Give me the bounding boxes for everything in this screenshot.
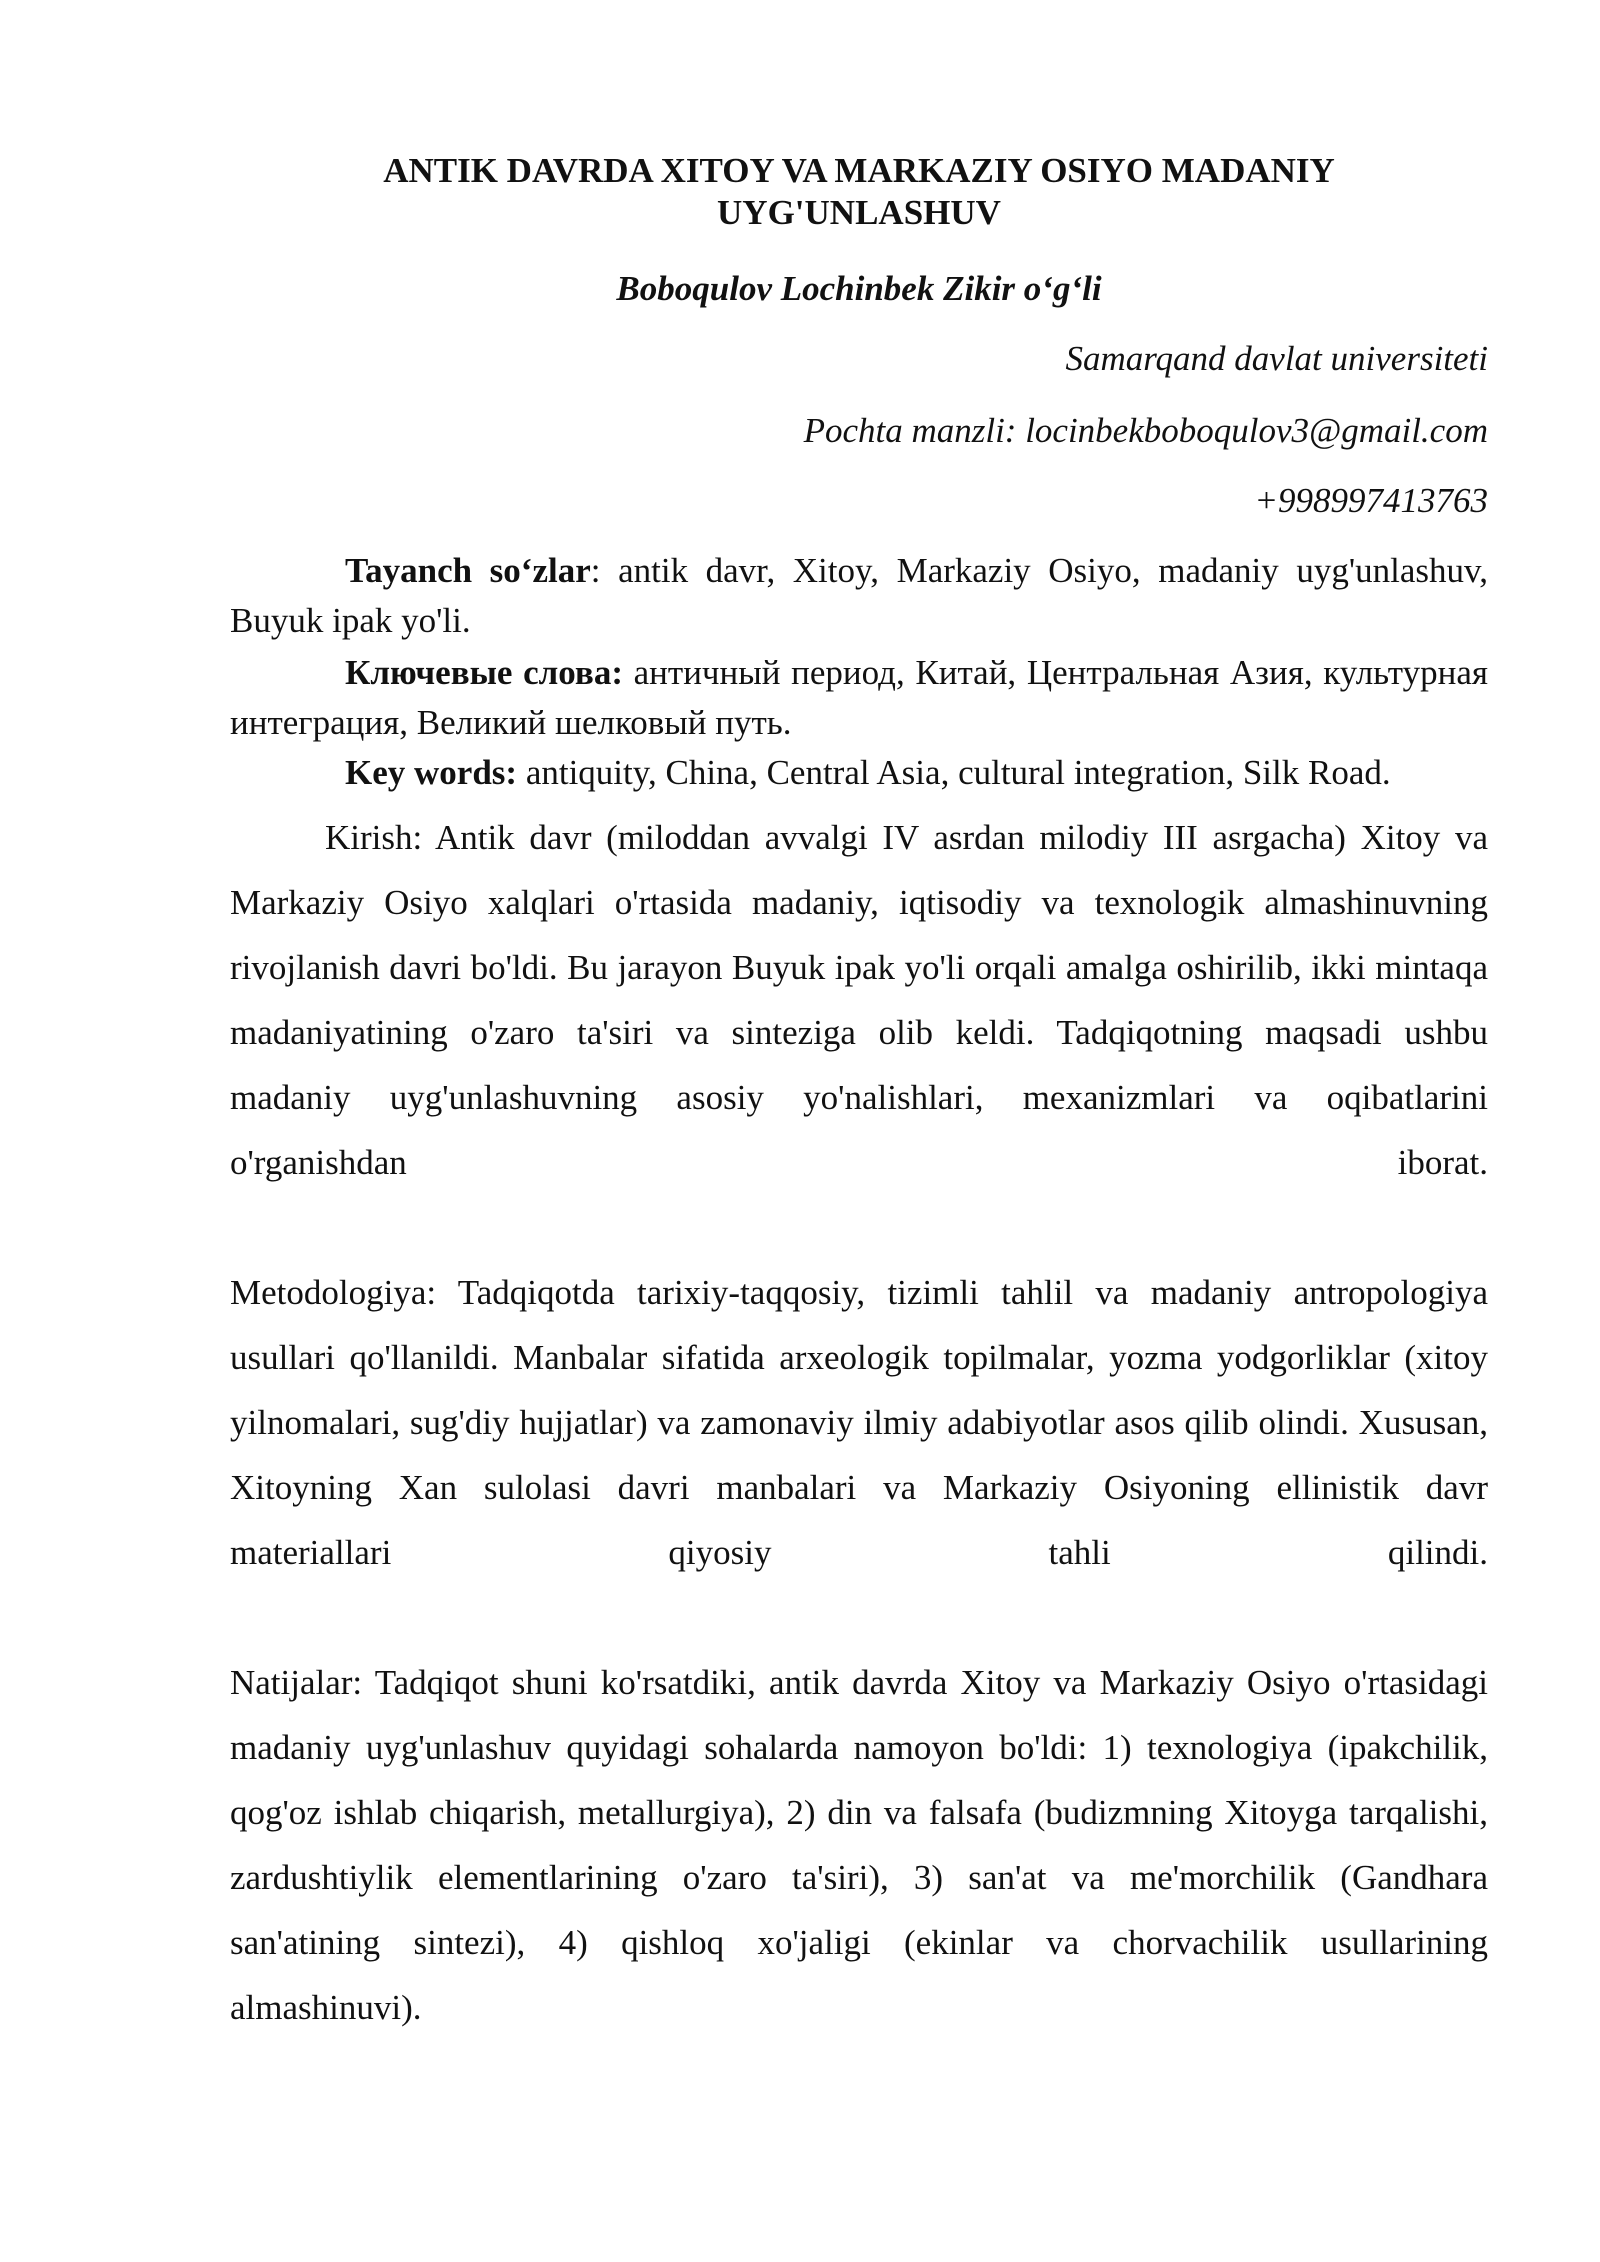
article-title (230, 150, 1488, 234)
phone-line: +998997413763 (1254, 481, 1488, 520)
email-line: Pochta manzli: locinbekboboqulov3@gmail.com (803, 411, 1488, 450)
keywords-uz-text: : antik davr, Xitoy, Markaziy Osiyo, madaniy uyg'unlashuv, Buyuk ipak yo'li. (230, 551, 1488, 640)
methodology-paragraph: Metodologiya: Tadqiqotda tarixiy-taqqosiy, tizimli tahlil va madaniy antropologiya usullari qo'llanildi. Manbalar sifatida arxeologik topilmalar, yozma yodgorliklar (xitoy yilnomalari, sug'diy hujjatlar) va zamonaviy ilmiy adabiyotlar asos qilib olindi. Xususan, Xitoyning Xan sulolasi davri manbalari va Markaziy Osiyoning ellinistik davr materiallari qiyosiy tahli qilindi. (230, 1273, 1488, 1572)
keywords-ru-label: Ключевые слова: (345, 653, 623, 692)
results-paragraph: Natijalar: Tadqiqot shuni ko'rsatdiki, antik davrda Xitoy va Markaziy Osiyo o'rtasidagi madaniy uyg'unlashuv quyidagi sohalarda namoyon bo'ldi: 1) texnologiya (ipakchilik, qog'oz ishlab chiqarish, metallurgiya), 2) din va falsafa (budizmning Xitoyga tarqalishi, zardushtiylik elementlarining o'zaro ta'siri), 3) san'at va me'morchilik (Gandhara san'atining sintezi), 4) qishloq xo'jaligi (ekinlar va chorvachilik usullarining almashinuvi). (230, 1663, 1488, 2027)
affiliation: Samarqand davlat universiteti (1065, 339, 1488, 378)
keywords-en-text: antiquity, China, Central Asia, cultural integration, Silk Road. (517, 753, 1391, 792)
keywords-uz-label: Tayanch so‘zlar (345, 551, 591, 590)
keywords-ru-text: античный период, Китай, Центральная Азия, культурная интеграция, Великий шелковый путь. (230, 653, 1488, 742)
keywords-ru (230, 648, 1488, 748)
keywords-en-label: Key words: (345, 753, 518, 792)
title-line-1: ANTIK DAVRDA XITOY VA MARKAZIY OSIYO MADANIY (383, 151, 1335, 190)
intro-paragraph: Kirish: Antik davr (miloddan avvalgi IV asrdan milodiy III asrgacha) Xitoy va Markaziy Osiyo xalqlari o'rtasida madaniy, iqtisodiy va texnologik almashinuvning rivojlanish davri bo'ldi. Bu jarayon Buyuk ipak yo'li orqali amalga oshirilib, ikki mintaqa madaniyatining o'zaro ta'siri va sinteziga olib keldi. Tadqiqotning maqsadi ushbu madaniy uyg'unlashuvning asosiy yo'nalishlari, mexanizmlari va oqibatlarini o'rganishdan iborat. (230, 818, 1488, 1182)
title-line-2: UYG'UNLASHUV (717, 193, 1001, 232)
author-name: Boboqulov Lochinbek Zikir o‘g‘li (616, 269, 1102, 308)
keywords-uz (230, 546, 1488, 646)
keywords-en (230, 748, 1488, 798)
